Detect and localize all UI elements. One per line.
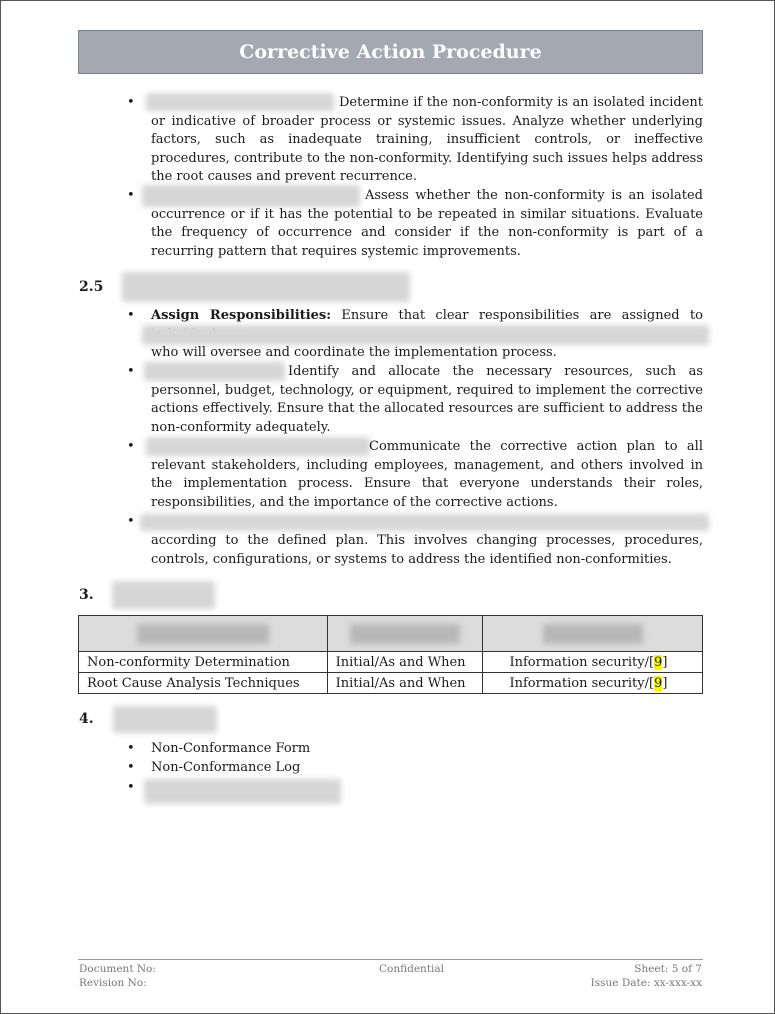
redacted-heading bbox=[113, 706, 217, 733]
table-header-row bbox=[79, 616, 703, 652]
page-title: Corrective Action Procedure bbox=[78, 30, 703, 74]
bullet-glyph: • bbox=[127, 760, 135, 775]
reference-bracket: ] bbox=[662, 654, 668, 670]
table-header-cell bbox=[327, 616, 483, 652]
table-row bbox=[79, 652, 703, 673]
bullet-glyph: • bbox=[127, 364, 135, 379]
paragraph-continuation: who will oversee and coordinate the implementation process. bbox=[151, 345, 557, 360]
redacted-line bbox=[140, 514, 709, 531]
bold-lead: Assign Responsibilities: bbox=[151, 308, 332, 323]
redacted-heading bbox=[112, 581, 215, 609]
paragraph-recurrence-assessment: Assess whether the non-conformity is an isolated occurrence or if it has the potential to be repeated in similar situations. Evaluate the frequency of occurrence and consider if the non-conformity is part of a recurring pattern that requires systemic improvements. bbox=[151, 188, 703, 259]
reference-bracket: ] bbox=[662, 675, 668, 691]
bullet-glyph: • bbox=[127, 439, 135, 454]
table-row bbox=[79, 673, 703, 694]
footer-confidential: Confidential bbox=[379, 963, 445, 975]
bullet-glyph: • bbox=[127, 514, 135, 529]
table-cell-frequency: Initial/As and When bbox=[327, 652, 483, 673]
reference-number: 9 bbox=[654, 654, 663, 670]
paragraph-implement-changes: according to the defined plan. This involves changing processes, procedures, controls, configurations, or systems to address the identified non-conformities. bbox=[151, 533, 703, 567]
section-number: 4. bbox=[79, 711, 94, 727]
training-table bbox=[78, 615, 703, 694]
bullet-glyph: • bbox=[127, 188, 135, 203]
table-cell-reference bbox=[483, 673, 703, 694]
list-item: Non-Conformance Form bbox=[151, 741, 311, 756]
bullet-glyph: • bbox=[127, 741, 135, 756]
section-number: 2.5 bbox=[79, 279, 104, 295]
redacted-line bbox=[142, 325, 709, 345]
reference-text: Information security/[ bbox=[509, 675, 655, 691]
paragraph-isolated-incident: Determine if the non-conformity is an isolated incident or indicative of broader process or systemic issues. Analyze whether underlying factors, such as inadequate training, insufficient controls, or ineffective procedures, contribute to the non-conformity. Identifying such issues helps address the root causes and prevent recurrence. bbox=[151, 95, 703, 185]
section-number: 3. bbox=[79, 587, 94, 603]
paragraph-communicate-plan: Communicate the corrective action plan to all relevant stakeholders, including employees, management, and others involved in the implementation process. Ensure that everyone understands their roles, responsibilities, and the importance of the corrective actions. bbox=[151, 439, 703, 510]
paragraph-allocate-resources: Identify and allocate the necessary resources, such as personnel, budget, technology, or equipment, required to implement the corrective actions effectively. Ensure that the allocated resources are sufficient to address the non-conformity adequately. bbox=[151, 364, 703, 435]
table-cell-topic: Non-conformity Determination bbox=[79, 652, 328, 673]
bullet-glyph: • bbox=[127, 95, 135, 110]
list-item: Non-Conformance Log bbox=[151, 760, 301, 775]
bullet-glyph: • bbox=[127, 780, 135, 795]
table-header-cell bbox=[79, 616, 328, 652]
paragraph-text: Ensure that clear responsibilities are assigned to bbox=[341, 308, 703, 323]
table-header-cell bbox=[483, 616, 703, 652]
reference-text: Information security/[ bbox=[509, 654, 655, 670]
table-cell-topic: Root Cause Analysis Techniques bbox=[79, 673, 328, 694]
footer-divider bbox=[78, 959, 703, 960]
redacted-line bbox=[144, 779, 341, 804]
table-cell-frequency: Initial/As and When bbox=[327, 673, 483, 694]
reference-number: 9 bbox=[654, 675, 663, 691]
footer-issue-date: Issue Date: xx-xxx-xx bbox=[590, 977, 702, 989]
redacted-heading bbox=[122, 272, 410, 302]
footer-sheet: Sheet: 5 of 7 bbox=[634, 963, 702, 975]
table-cell-reference bbox=[483, 652, 703, 673]
bullet-glyph: • bbox=[127, 308, 135, 323]
footer-document-no: Document No: bbox=[79, 963, 156, 975]
footer-revision-no: Revision No: bbox=[79, 977, 147, 989]
